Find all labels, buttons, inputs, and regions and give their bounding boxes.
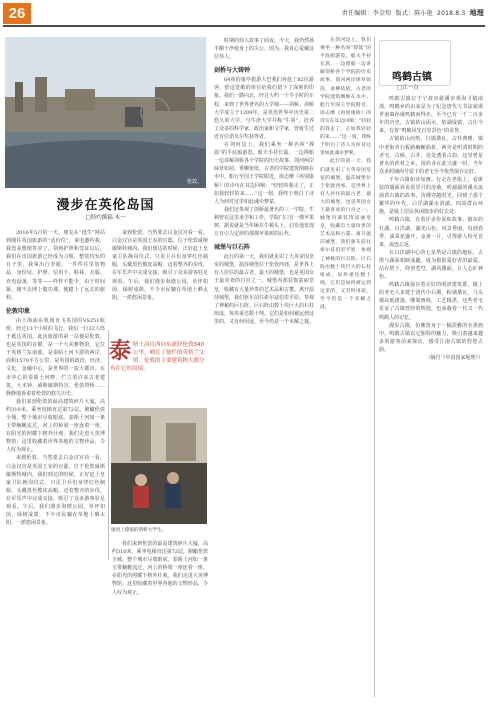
london-photo <box>5 37 206 188</box>
article3-para1: 鸣鹤古镇位于宁波市慈溪市观海卫镇南部，鸣鹤乡的由来是为了纪念唐代大书法家虞世南裔孙虞鸣鹤而得名，至今已有一千二百多年的历史。古镇依山面水，依湖成镇，古往今来，有着“鸣鹤风光百里景色”的美誉。 <box>379 96 483 135</box>
article3-para4: 鸣鹤古镇，有着许多传说和故事。镇东的杜湖、白洋湖，湖光山色，风景秀丽，每到春季，油菜花盛开，金黄一片，引得游人纷至沓来，流连忘返。 <box>379 217 483 248</box>
article1-intro: 2016年5月的一天，朋友在“逃生”网站到刚往英国旅游的“适价位”，来电邀约我，我没多想便答应了。领到护照和签证以后，我们在出国旅游已经成为习惯，整装待发的日子里，我拿出行李箱，一件件往里放物品，身份证、护照、信用卡、鞋袜、衣服、充电设备，等等——样样不能少。由于时间紧，刚不去网上做功课，便踏上了远去的旅程。 <box>6 230 105 301</box>
article2-para2: 64座的康亭旅游大巴我们奔赴了82位游客，舒适宽敞的座位给我们留下了深刻的印象。我们一路向北，经过大约一个半小时的车程，来到了世界著名的大学城——剑桥。剑桥大学成立于1209年，是英语世界中历史第二悠久的大学，与牛津大学并称“牛剑”，培养了众多的科学家、政治家和文学家，曾诞生过近百位诺贝尔奖获得者。 <box>214 77 314 140</box>
subheading-cambridge: 剑桥与大铸钟 <box>214 67 251 75</box>
article2-para1: 时期的伟人故事了面夜。今天，我仍然扬手搬干净使身上的失公、国为，我真心爱戴这位伟人。 <box>214 38 314 61</box>
pull-quote-text: 晤士河自西向东流经伦敦340公里，哺育了灿烂的英格兰文明。伦敦的主要建筑物大都分布在它的周围。 <box>110 342 205 372</box>
design-label: 版式：陈小艳 <box>395 10 433 17</box>
article2-para5-cont: 此行的第一天，我们就见识了大英帝国皇室的城堡。温莎城堡位于伦敦西郊，是世界上有人居住的最古老、最大的城堡，也是英国女王最喜欢的行宫之一。城堡内部装饰富丽堂皇，收藏有大量珍贵的艺术品和古董。离开温莎城堡，我们驱车前往索尔兹伯里平原，参观了神秘的巨石阵。巨石阵由数十块巨大的石柱组成，每块重达数十吨。它们是如何被运到这里的，又有何用途，至今仍是一个未解之谜。 <box>320 159 371 311</box>
london-skyline-illustration <box>5 37 206 188</box>
article-byline: □特约撰稿 木一 <box>85 215 126 221</box>
article3-para6: 鸣鹤古镇保存着完好的明清建筑群，镇上的老宅大多建于清代中后期，粉墙黛瓦，马头墙高低错落，雕梁画栋，工艺精湛。这些老宅见证了古镇曾经的辉煌，也承载着一代又一代鸣鹤人的记忆。 <box>379 282 483 321</box>
article1-column-mid <box>112 229 208 339</box>
column-divider-left <box>108 330 109 560</box>
subheading-castle: 城堡与巨石阵 <box>214 244 251 252</box>
article1-para2-cont: 我们来到伦敦的最高建筑碎片大厦，高约310米，乘坐电梯直达第72层，俯瞰伦敦全城，整个城市尽收眼底。泰晤士河如一条玉带蜿蜒流过，河上的桥梁一座连着一座，在阳光的照耀下格外壮观。我们走进大英博物馆，这里收藏着世界各地的文物珍品，令人叹为观止。 <box>112 541 208 596</box>
article3-credit: （摘自《中国国家地理》） <box>425 355 483 361</box>
subheading-london: 伦敦印象 <box>6 307 31 315</box>
article3-para2: 古镇依山而筑，白墙黛瓦，古朴典雅，镇中老街青石板路蜿蜒曲折，两旁是明清时期的老宅、古桥、古井，处处透着古韵。这里曾是著名的药材之乡，国药业在此兴盛一时，当年众多药铺商号留下的老宅至今依然保存完好。 <box>379 136 483 175</box>
article3-para3: 千年古镇如诗如画。行走在老街上，看斑驳的墙面诉说着岁月的沧桑，听潺潺的溪水流淌着古镇的故事，仿佛穿越时光，回到了那个繁华的年代。白洋湖湖水清澈，四周群山环抱，是镇上居民休闲散步的好去处。 <box>379 176 483 216</box>
section-name: 地理 <box>469 9 484 17</box>
article2-para3-cont: 在剑河边上，我们乘坐一种名叫“撑篙”的平底船游览。船夫手持长篙，一边撑船一边讲解剑桥各个学院的历史故事。剑河两岸绿草如茵，垂柳依依，古老的学院建筑倒映在水中。船行至国王学院附近，徐志摩《再别康桥》的诗句在耳边回响：“轻轻的我走了，正如我轻轻的来……”这一刻，我终于明白了诗人为何对这里如此魂牵梦萦。 <box>320 38 371 157</box>
article1-para1: 由上海浦东机场直飞英国的VS251航班，经过13个小时的飞行，我们一行32人终于抵达英国。此次旅游的第一站便是伦敦，也是英国的首都，是一个大美雅物馆，它位于英格兰东南部，是泰晤士河下游的两岸，面积1579平方公里，是英国的政治、经济、文化、金融中心，是世界的一流大都市。在市中心的泰晤士河畔，伫立着许多古老建筑，大本钟、威斯敏斯特宫、伦敦塔桥……静静地诉说着伦敦的悠久历史。 <box>6 317 105 397</box>
pull-quote-initial: 泰 <box>109 338 132 364</box>
article1-para3: 来到伦敦，当然要去白金汉宫看一看。白金汉宫是英国王室的官邸，位于伦敦威斯敏斯特城内。我们到达的时候，正好赶上皇家卫队换岗仪式，只见卫兵们身穿红色制服，头戴黑色熊皮高帽，迈着整齐的步伐，在军乐声中完成交接，吸引了众多游客驻足观看。午后，我们漫步海德公园，草坪如茵，绿树成荫，不少市民躺在草地上晒太阳，一派悠闲景象。 <box>6 455 105 527</box>
article3-column <box>379 95 483 695</box>
article3-para5: 在白洋湖中心的七星塔是古镇的地标，古塔与湖面相映成趣，成为摄影爱好者的最爱。站在塔下，仰望苍穹，湖风拂面，让人心旷神怡。 <box>379 249 483 281</box>
article1-column <box>6 229 105 694</box>
article3-title: 鸣鹤古镇 <box>392 72 432 83</box>
editor-label: 责任编辑：李金煌 <box>341 10 392 17</box>
page-header-info <box>342 8 484 18</box>
column-divider-right <box>374 37 375 697</box>
article3-byline: □江一白 <box>397 85 419 91</box>
article2-para5: 此行的第一天，我们就见识了大英帝国皇室的城堡。温莎城堡位于伦敦西郊，是世界上有人居住的最古老、最大的城堡，也是英国女王最喜欢的行宫之一。城堡内部装饰富丽堂皇，收藏有大量珍贵的艺术品和古董。离开温莎城堡，我们驱车前往索尔兹伯里平原，参观了神秘的巨石阵。巨石阵由数十块巨大的石柱组成，每块重达数十吨。它们是如何被运到这里的，又有何用途，至今仍是一个未解之谜。 <box>214 254 314 325</box>
article2-para3: 在剑河边上，我们乘坐一种名叫“撑篙”的平底船游览。船夫手持长篙，一边撑船一边讲解剑桥各个学院的历史故事。剑河两岸绿草如茵，垂柳依依，古老的学院建筑倒映在水中。船行至国王学院附近，徐志摩《再别康桥》的诗句在耳边回响：“轻轻的我走了，正如我轻轻的来……”这一刻，我终于明白了诗人为何对这里如此魂牵梦萦。 <box>214 142 314 205</box>
pull-quote <box>109 338 209 407</box>
article2-para4: 我们还参观了剑桥最著名的三一学院，牛顿曾在这里求学和工作。学院门口有一棵苹果树，据说就是当年砸在牛顿头上、启发他发现万有引力定律的那棵苹果树的后代。 <box>214 206 314 238</box>
article-title: 漫步在英伦岛国 <box>56 198 155 213</box>
article2-column <box>214 37 314 695</box>
photo-credit: 伦敦。 <box>186 179 202 185</box>
article1-para3-cont: 来到伦敦，当然要去白金汉宫看一看。白金汉宫是英国王室的官邸，位于伦敦威斯敏斯特城内。我们到达的时候，正好赶上皇家卫队换岗仪式，只见卫兵们身穿红色制服，头戴黑色熊皮高帽，迈着整齐的步伐，在军乐声中完成交接，吸引了众多游客驻足观看。午后，我们漫步海德公园，草坪如茵，绿树成荫，不少市民躺在草地上晒太阳，一派悠闲景象。 <box>112 230 208 301</box>
article2-column-right <box>320 37 371 695</box>
page-number: 26 <box>3 3 31 24</box>
article3-para7: 漫步古镇，仿佛置身于一幅淡雅的水墨画中。鸣鹤古镇以它独特的魅力，吸引着越来越多的游客前来探访，感受江南古镇的悠悠古韵。 <box>379 322 483 353</box>
punting-illustration <box>111 408 207 524</box>
photo2-caption: 康河上撑船的剑桥大学生。 <box>111 528 167 533</box>
cambridge-photo <box>111 408 207 524</box>
article1-para2: 我们来到伦敦的最高建筑碎片大厦，高约310米，乘坐电梯直达第72层，俯瞰伦敦全城，整个城市尽收眼底。泰晤士河如一条玉带蜿蜒流过，河上的桥梁一座连着一座，在阳光的照耀下格外壮观。我们走进大英博物馆，这里收藏着世界各地的文物珍品，令人叹为观止。 <box>6 398 105 454</box>
issue-date: 2018.8.3 <box>437 10 466 17</box>
article1-column-mid-lower <box>112 540 208 695</box>
header-rule <box>3 25 485 27</box>
